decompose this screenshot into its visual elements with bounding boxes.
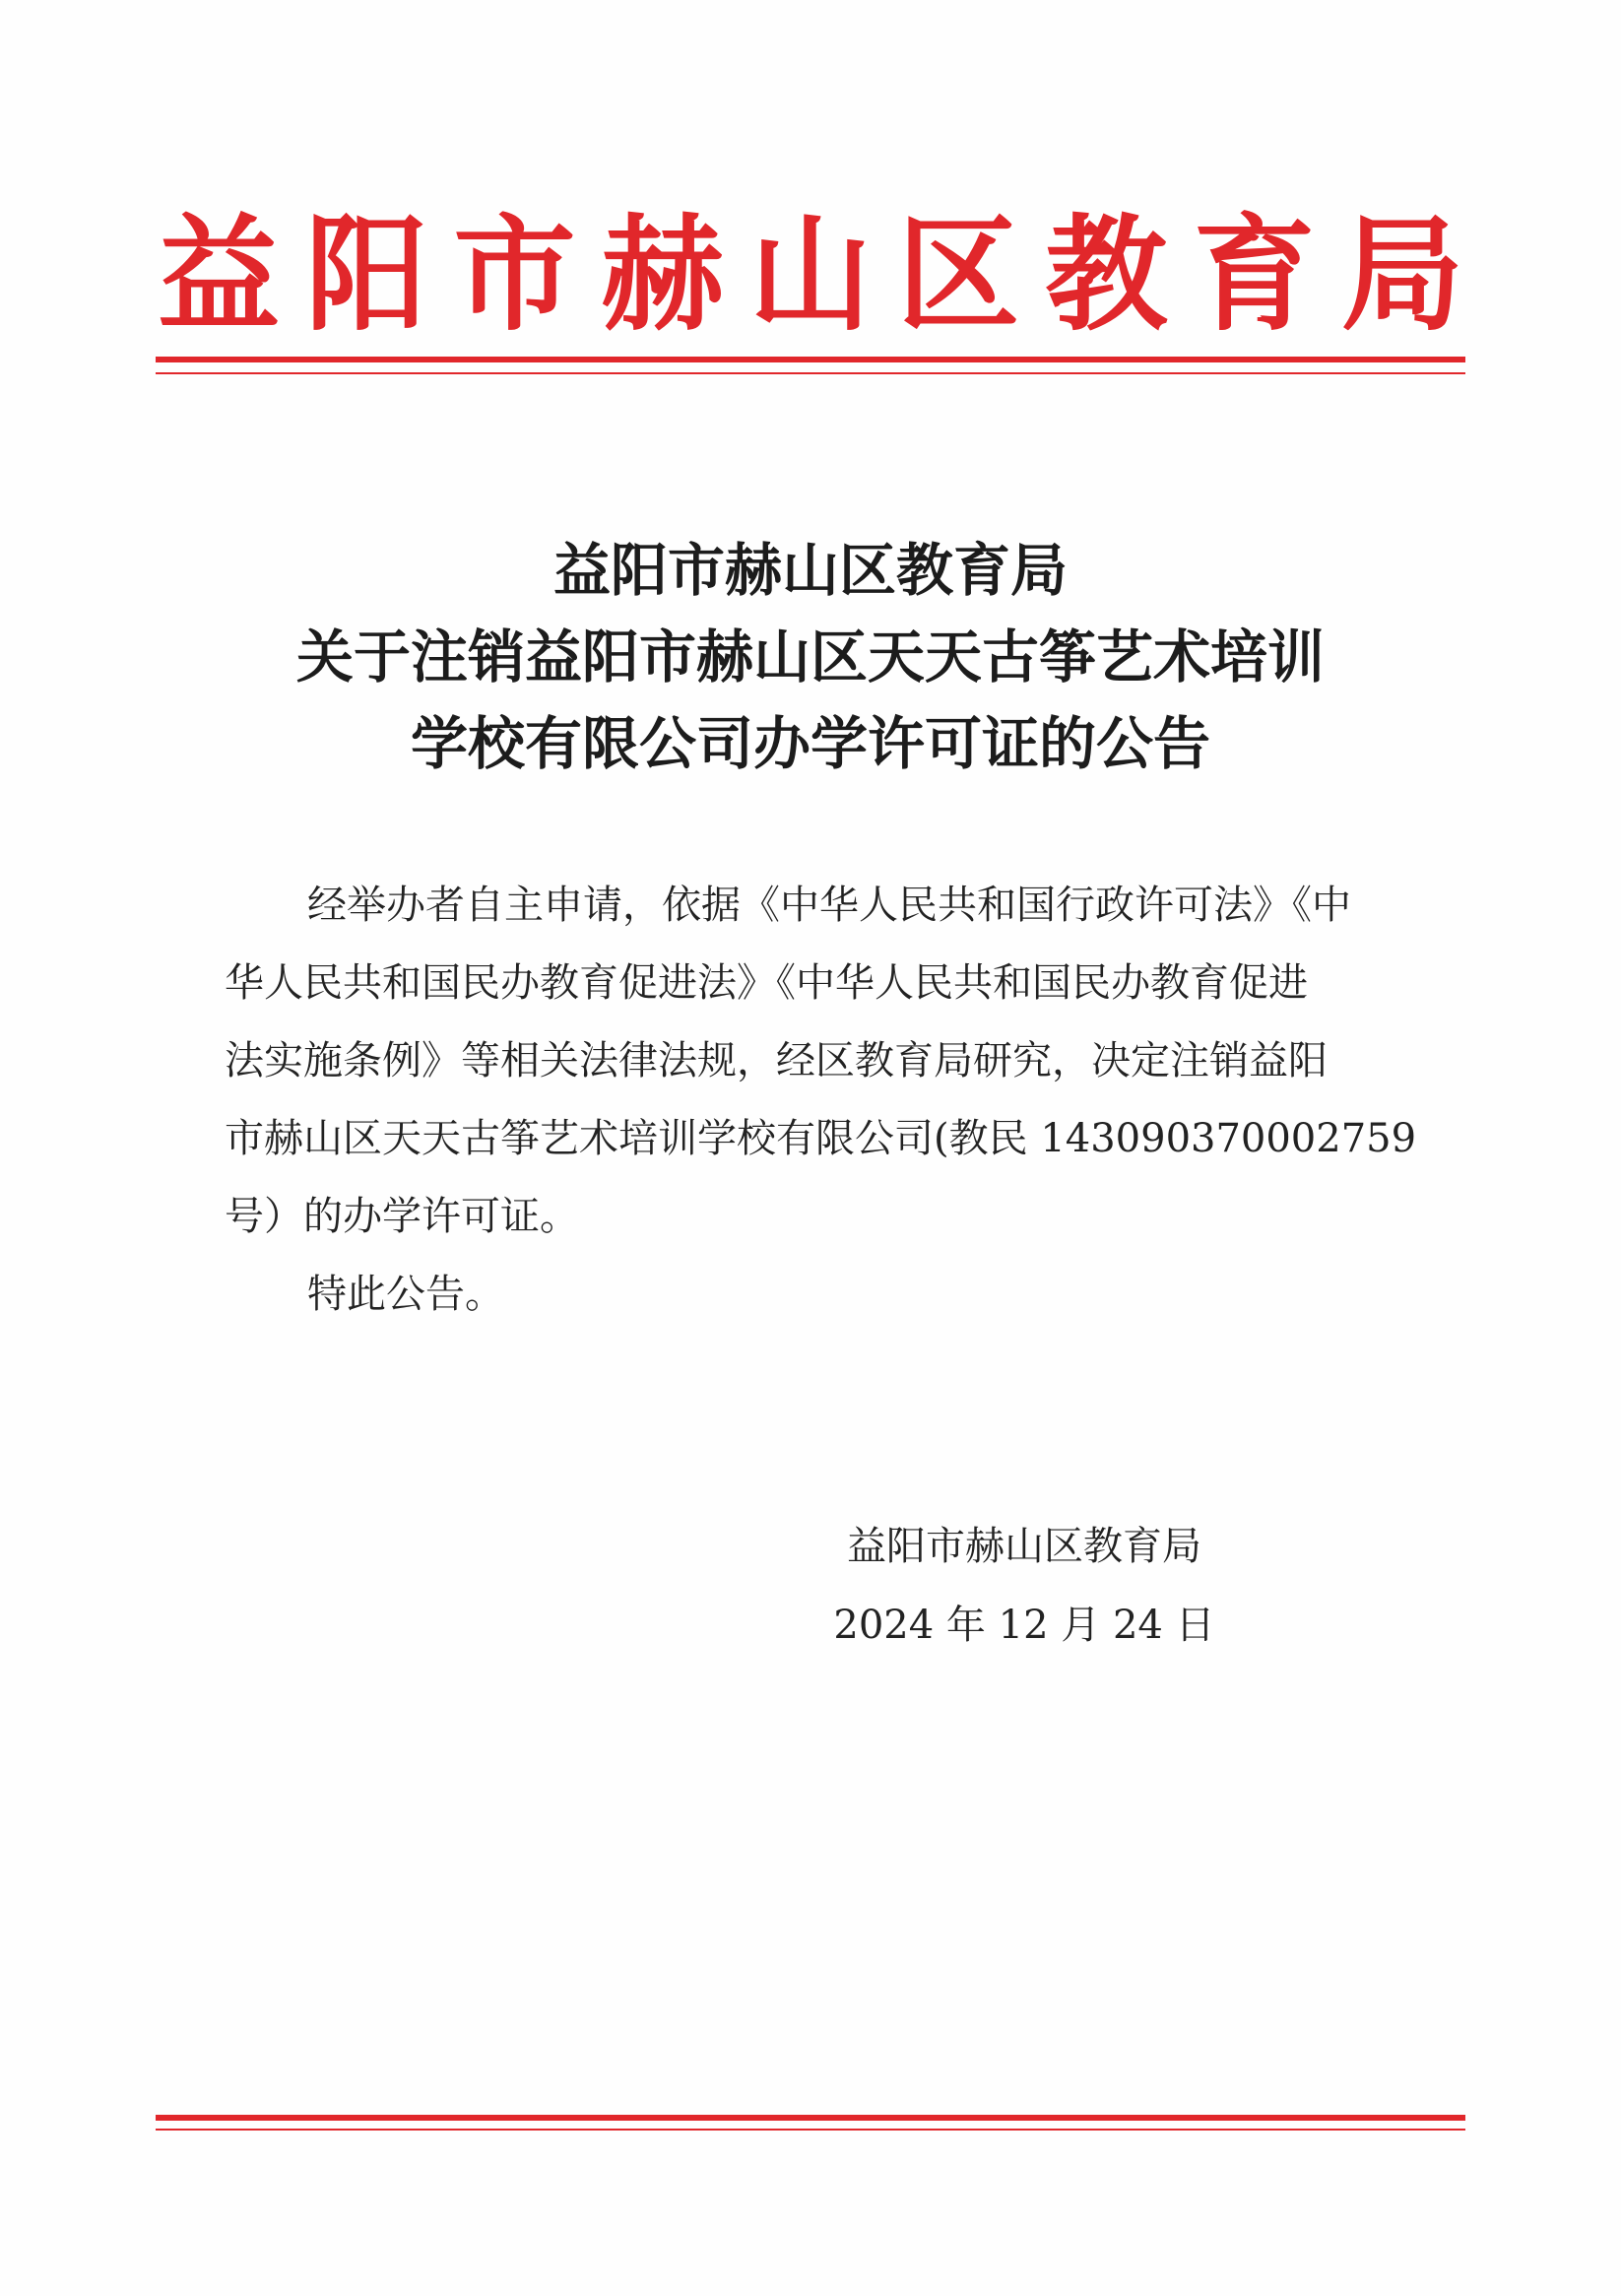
masthead-char: 局 [1340, 203, 1463, 349]
masthead-char: 教 [1045, 203, 1168, 349]
masthead-divider-thick [156, 357, 1465, 362]
masthead-title [158, 202, 1463, 350]
footer-divider-thin [156, 2129, 1465, 2131]
announcement-body [225, 867, 1426, 1334]
masthead-char: 阳 [305, 203, 428, 349]
body-line-2: 华人民共和国民办教育促进法》《中华人民共和国民办教育促进 [225, 960, 1308, 1006]
title-line-3: 学校有限公司办学许可证的公告 [410, 710, 1210, 777]
issue-date: 2024 年 12 月 24 日 [833, 1603, 1215, 1648]
body-line-4: 市赫山区天天古筝艺术培训学校有限公司(教民 143090370002759 [225, 1116, 1417, 1161]
masthead-divider-thin [156, 372, 1465, 374]
signature-block [788, 1507, 1261, 1665]
title-line-1: 益阳市赫山区教育局 [552, 537, 1068, 604]
body-line-3: 法实施条例》等相关法律法规，经区教育局研究，决定注销益阳 [225, 1038, 1328, 1083]
masthead-char: 益 [158, 203, 281, 349]
closing-remark: 特此公告。 [307, 1272, 504, 1317]
masthead-char: 市 [453, 203, 576, 349]
issuer-name: 益阳市赫山区教育局 [847, 1524, 1201, 1569]
masthead-char: 赫 [601, 203, 724, 349]
masthead-char: 区 [897, 203, 1020, 349]
footer-divider-thick [156, 2115, 1465, 2121]
body-line-1: 经举办者自主申请，依据《中华人民共和国行政许可法》《中 [307, 883, 1351, 928]
title-line-2: 关于注销益阳市赫山区天天古筝艺术培训 [295, 623, 1325, 690]
masthead-char: 山 [748, 203, 872, 349]
masthead-char: 育 [1193, 203, 1316, 349]
document-title [158, 527, 1463, 787]
body-line-5: 号）的办学许可证。 [225, 1194, 579, 1239]
